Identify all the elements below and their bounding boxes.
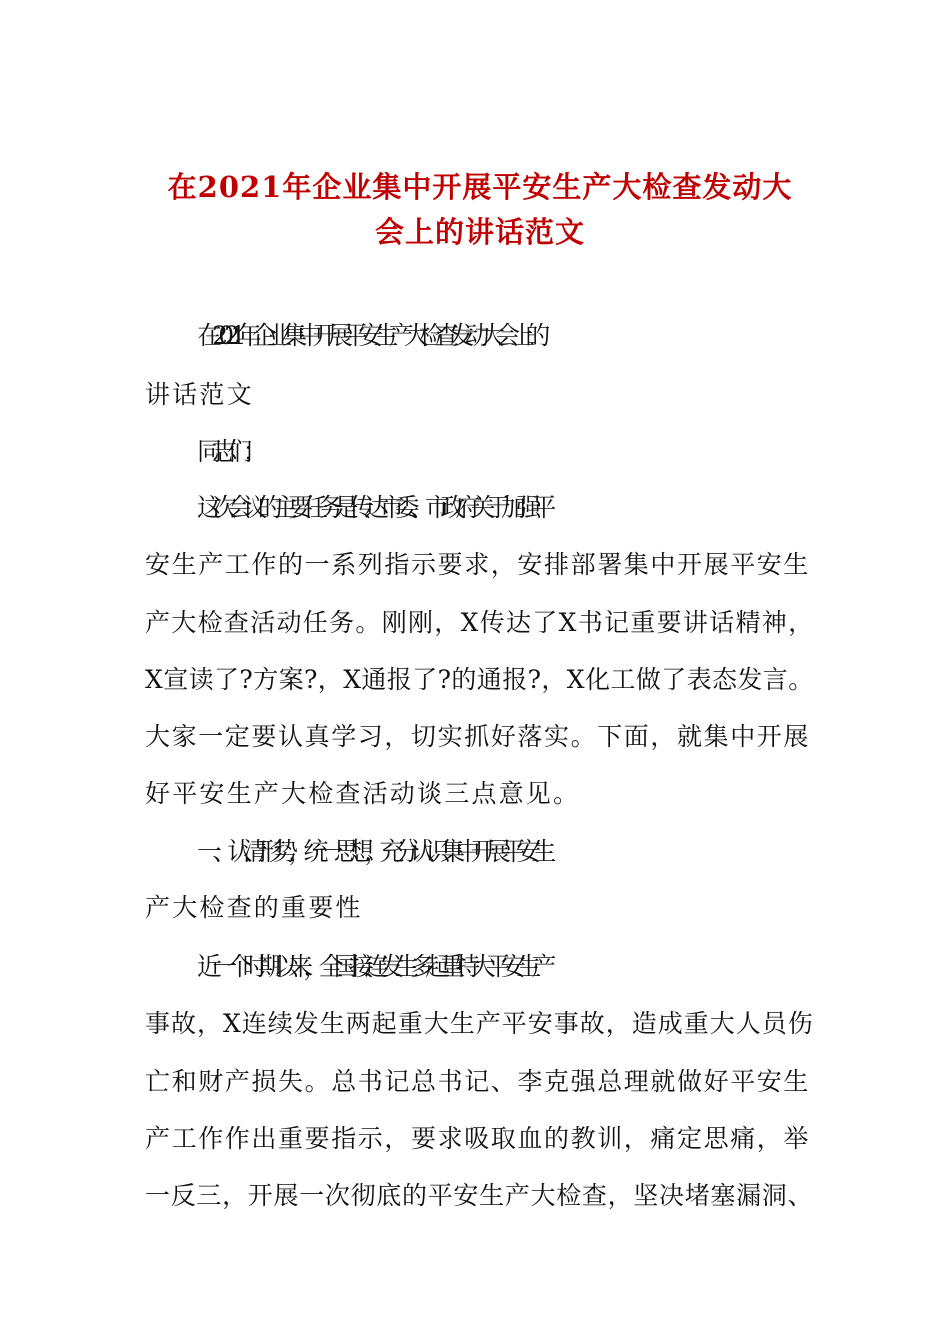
body-line: 亡和财产损失。总书记总书记、李克强总理就做好平安生 (145, 1067, 811, 1096)
body-line: 事故，X连续发生两起重大生产平安事故，造成重大人员伤 (145, 1009, 814, 1038)
body-line: 产大检查活动任务。刚刚，X传达了X书记重要讲话精神， (145, 608, 815, 637)
body-line: 产大检查的重要性 (145, 893, 363, 922)
body-line: 一、认清形势，统一思想，充分认识集中开展平安生 (197, 837, 547, 866)
body-line: 同志们： (197, 437, 258, 466)
body-line: 在2021年企业集中开展平安生产大检查发动大会上的 (197, 321, 541, 350)
body-line: 好平安生产大检查活动谈三点意见。 (145, 779, 581, 808)
body-line: 安生产工作的一系列指示要求，安排部署集中开展平安生 (145, 550, 811, 579)
body-line: 近一个时期以来，全国接连发生多起重特大平安生产 (197, 952, 547, 981)
body-line: 产工作作出重要指示，要求吸取血的教训，痛定思痛，举 (145, 1124, 811, 1153)
body-line: 这次会议的主要任务是传达市委、市政府关于加强平 (197, 493, 547, 522)
body-line: 一反三，开展一次彻底的平安生产大检查，坚决堵塞漏洞、 (145, 1181, 814, 1210)
body-line: 大家一定要认真学习，切实抓好落实。下面，就集中开展 (145, 722, 811, 751)
body-line: 讲话范文 (145, 380, 254, 409)
body-line: X宣读了?方案?，X通报了?的通报?，X化工做了表态发言。 (145, 665, 814, 694)
document-title-line-1: 在2021年企业集中开展平安生产大检查发动大 (167, 170, 793, 204)
document-title-line-2: 会上的讲话范文 (374, 215, 585, 249)
